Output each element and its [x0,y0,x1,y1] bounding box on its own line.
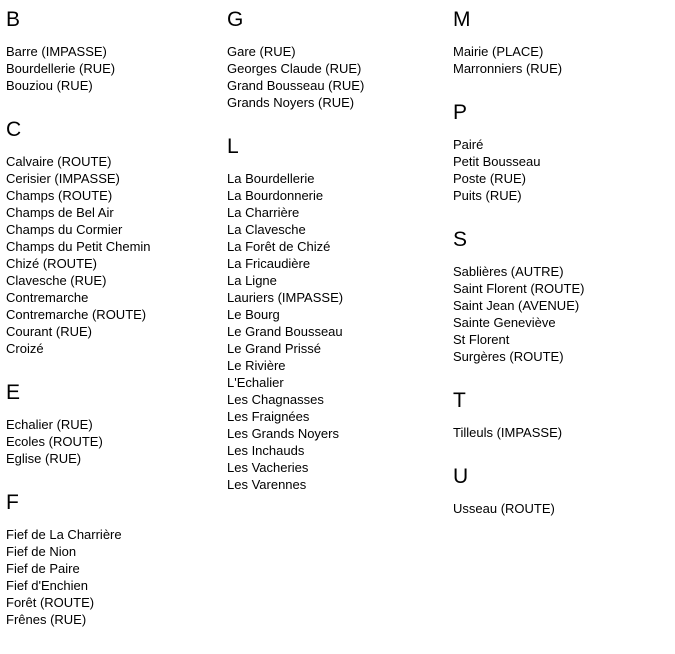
section-letter-heading: C [6,118,22,141]
letter-section [6,10,224,94]
street-list-item: Fief de Nion [6,544,77,559]
section-letter-heading: B [6,8,21,31]
section-letter-heading: T [453,389,466,412]
street-list-item: Lauriers (IMPASSE) [227,290,344,305]
index-column [6,0,224,654]
street-list-item: Clavesche (RUE) [6,273,107,288]
street-list-item: Grand Bousseau (RUE) [227,78,365,93]
street-list-item: Marronniers (RUE) [453,61,563,76]
street-list-item: Cerisier (IMPASSE) [6,171,120,186]
letter-section [453,467,671,517]
street-list [6,526,224,628]
street-list-item: Les Fraignées [227,409,310,424]
street-list-item: Tilleuls (IMPASSE) [453,425,563,440]
street-list-item: Pairé [453,137,484,152]
street-list [227,43,445,111]
letter-section [6,120,224,357]
street-list-item: La Bourdellerie [227,171,315,186]
street-list-item: Contremarche (ROUTE) [6,307,147,322]
street-list-item: St Florent [453,332,510,347]
street-list-item: La Fricaudière [227,256,311,271]
street-list-item: Petit Bousseau [453,154,541,169]
letter-section [453,230,671,365]
street-list-item: Forêt (ROUTE) [6,595,95,610]
street-list [6,416,224,467]
street-list-item: La Charrière [227,205,300,220]
street-list [453,500,671,517]
letter-section [453,10,671,77]
section-letter-heading: U [453,465,469,488]
street-list-item: Saint Jean (AVENUE) [453,298,580,313]
index-column [453,0,671,543]
street-list-item: Echalier (RUE) [6,417,93,432]
street-list-item: Grands Noyers (RUE) [227,95,355,110]
street-list [6,43,224,94]
letter-section [453,391,671,441]
street-list-item: Puits (RUE) [453,188,522,203]
street-list-item: Frênes (RUE) [6,612,87,627]
street-list-item: Poste (RUE) [453,171,526,186]
street-list-item: Les Chagnasses [227,392,324,407]
street-list-item: La Ligne [227,273,277,288]
street-list-item: Croizé [6,341,44,356]
street-list-item: Le Grand Prissé [227,341,321,356]
street-list-item: Le Rivière [227,358,286,373]
section-letter-heading: M [453,8,471,31]
street-list-item: Surgères (ROUTE) [453,349,564,364]
section-letter-heading: S [453,228,468,251]
street-list-item: Sablières (AUTRE) [453,264,564,279]
street-list-item: Bouziou (RUE) [6,78,93,93]
street-list-item: Fief de Paire [6,561,80,576]
section-letter-heading: G [227,8,244,31]
street-list-item: Champs de Bel Air [6,205,114,220]
street-list-item: Contremarche [6,290,89,305]
letter-section [227,137,445,493]
street-list [6,153,224,357]
section-letter-heading: P [453,101,468,124]
street-list-item: Champs (ROUTE) [6,188,113,203]
street-list-item: Chizé (ROUTE) [6,256,98,271]
street-list-item: Champs du Cormier [6,222,123,237]
section-letter-heading: F [6,491,19,514]
street-list-item: Georges Claude (RUE) [227,61,362,76]
street-list-item: Les Inchauds [227,443,305,458]
street-list [453,263,671,365]
section-letter-heading: L [227,135,239,158]
street-list-item: Fief de La Charrière [6,527,122,542]
letter-section [453,103,671,204]
street-list-item: Barre (IMPASSE) [6,44,107,59]
street-list [453,424,671,441]
street-list-item: Gare (RUE) [227,44,296,59]
street-list [453,136,671,204]
street-list-item: La Bourdonnerie [227,188,324,203]
street-list-item: La Clavesche [227,222,306,237]
street-list-item: Usseau (ROUTE) [453,501,555,516]
street-list-item: Mairie (PLACE) [453,44,544,59]
street-list [453,43,671,77]
street-list-item: Sainte Geneviève [453,315,556,330]
section-letter-heading: E [6,381,21,404]
letter-section [6,383,224,467]
street-list-item: Champs du Petit Chemin [6,239,151,254]
street-list-item: Ecoles (ROUTE) [6,434,103,449]
street-list [227,170,445,493]
street-list-item: Bourdellerie (RUE) [6,61,116,76]
street-list-item: L'Echalier [227,375,284,390]
street-list-item: Fief d'Enchien [6,578,88,593]
street-list-item: Les Vacheries [227,460,309,475]
street-list-item: Les Varennes [227,477,307,492]
street-list-item: Courant (RUE) [6,324,92,339]
street-list-item: Calvaire (ROUTE) [6,154,112,169]
letter-section [6,493,224,628]
street-list-item: Les Grands Noyers [227,426,339,441]
street-list-item: Saint Florent (ROUTE) [453,281,585,296]
street-list-item: La Forêt de Chizé [227,239,331,254]
index-column [227,0,445,519]
letter-section [227,10,445,111]
street-list-item: Le Bourg [227,307,280,322]
street-list-item: Le Grand Bousseau [227,324,343,339]
street-list-item: Eglise (RUE) [6,451,82,466]
